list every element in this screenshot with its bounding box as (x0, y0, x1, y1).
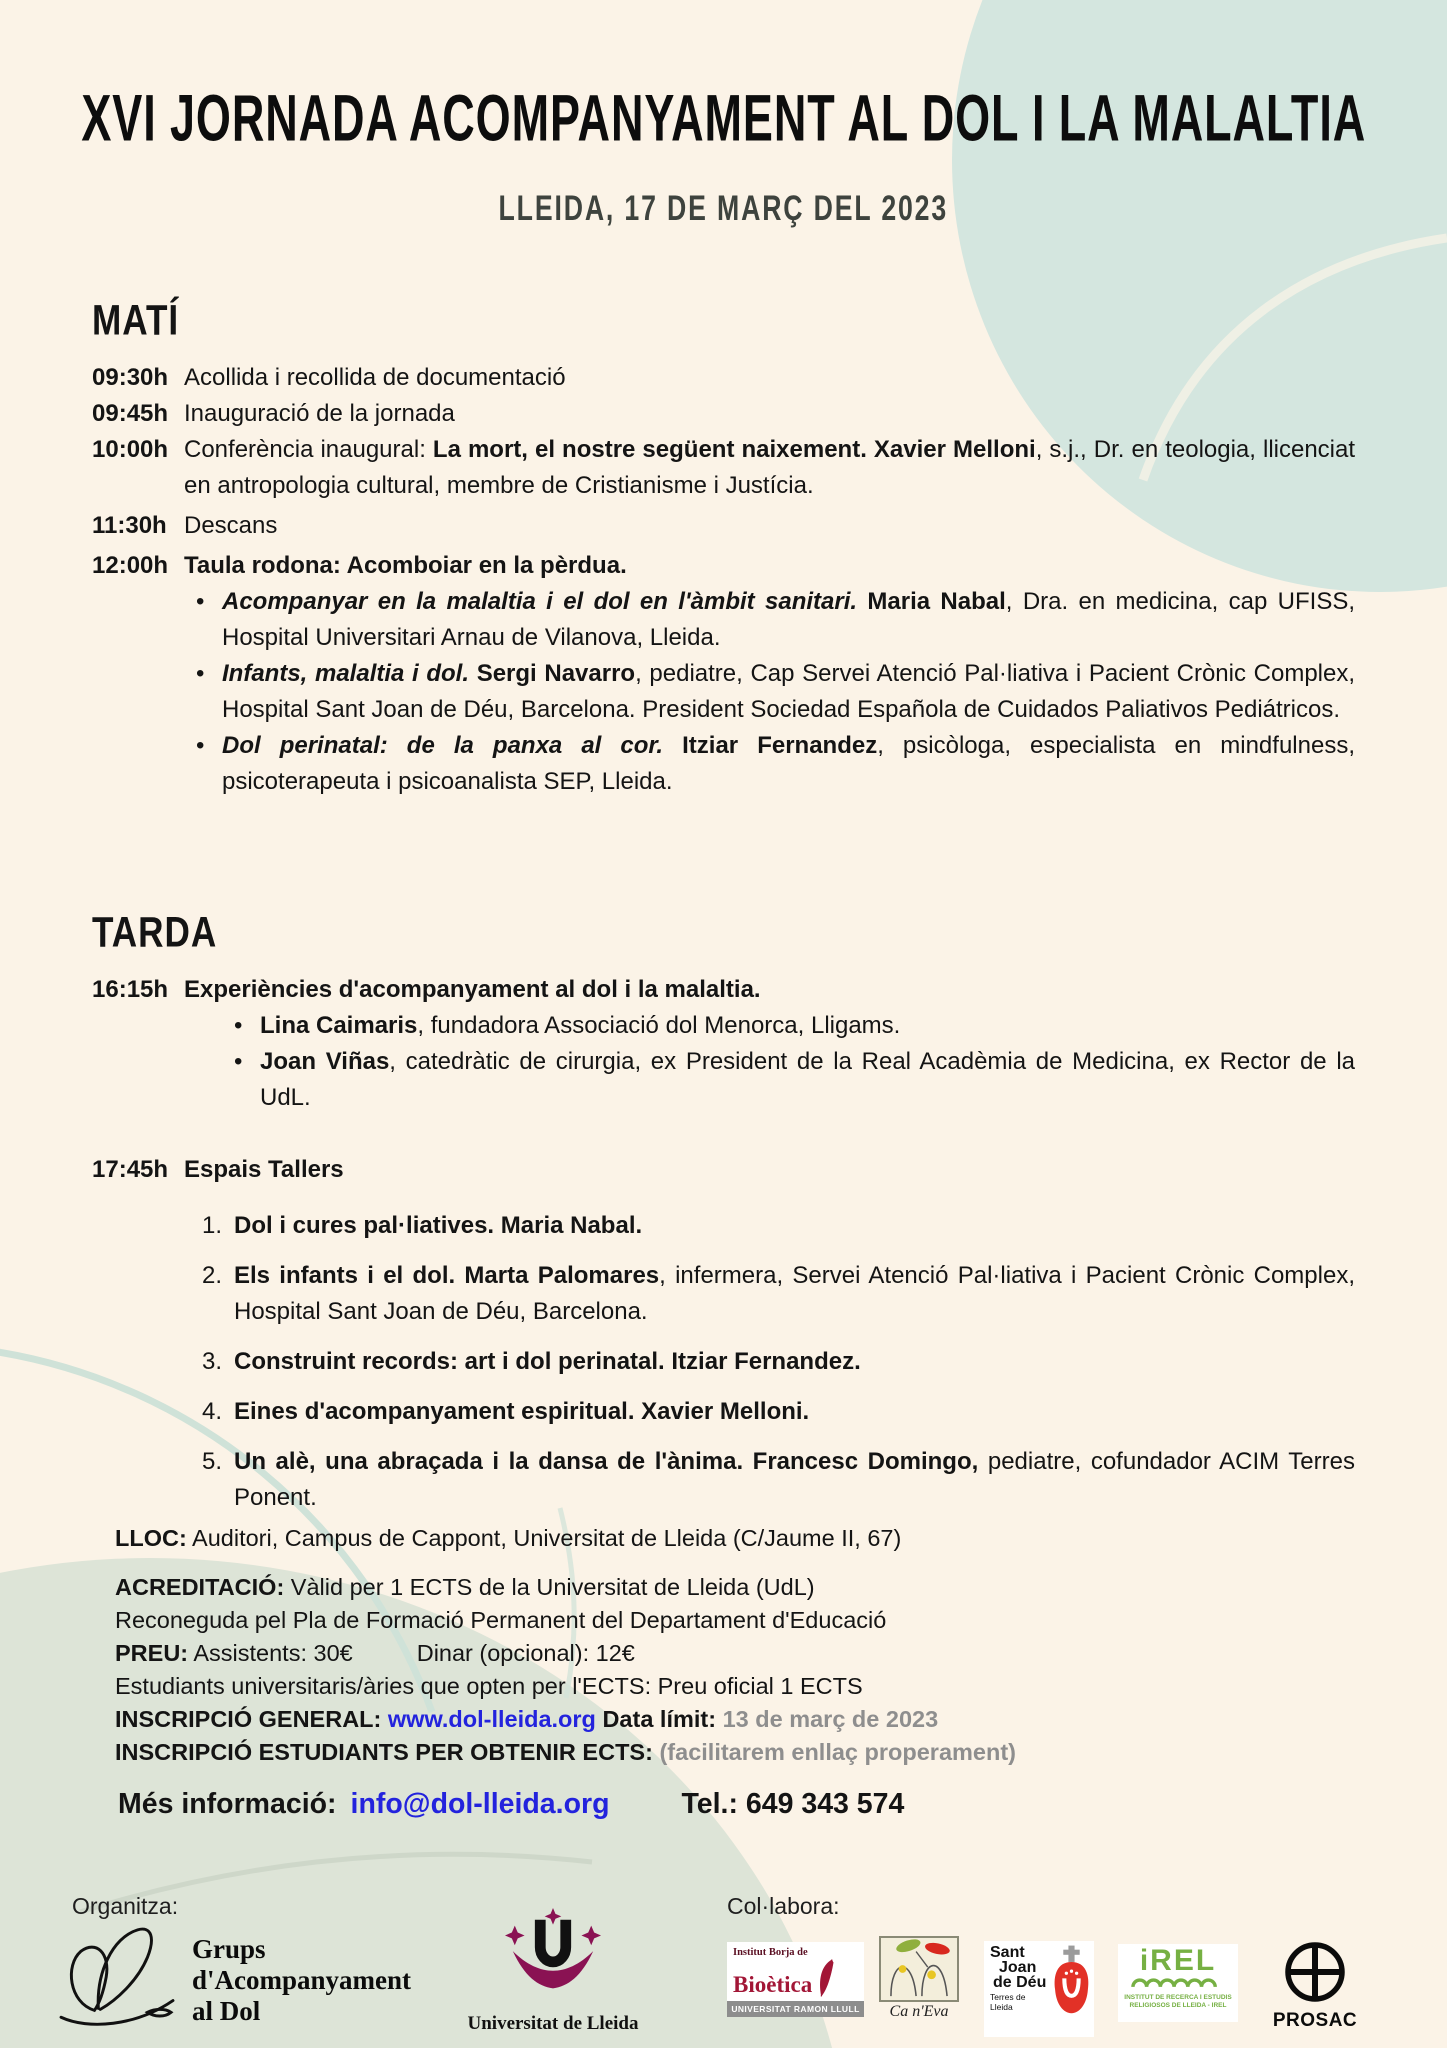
poster-title (0, 80, 1447, 156)
row-text (184, 360, 1355, 396)
morning-schedule (92, 296, 1356, 800)
text-segment: , catedràtic de cirurgia, ex President de la Real Acadèmia de Medicina, ex Rector de la UdL. (260, 1048, 1356, 1111)
text-segment: Taula rodona: Acomboiar en la pèrdua. (184, 552, 627, 579)
bioetica-logo (727, 1942, 864, 2017)
workshop-item (202, 1444, 1355, 1516)
text-segment: Vàlid per 1 ECTS de la Universitat de Lleida (UdL) (284, 1574, 815, 1600)
row-text (234, 1258, 1355, 1330)
workshop-item (202, 1208, 1355, 1244)
caneva-art-icon (879, 1936, 959, 2002)
speaker-item (194, 656, 1355, 728)
info-line (115, 1604, 1360, 1637)
text-segment: Auditori, Campus de Cappont, Universitat de Lleida (C/Jaume II, 67) (186, 1525, 902, 1551)
text-segment: Espais Tallers (184, 1156, 344, 1183)
irel-logo (1118, 1944, 1238, 2022)
text-segment: Lina Caimaris (260, 1012, 418, 1039)
schedule-row (92, 432, 1355, 504)
irel-arcs-icon (1129, 1977, 1227, 1989)
grups-logo-text: Grups d'Acompanyament al Dol (192, 1934, 412, 2026)
time-label: 12:00h (92, 552, 169, 579)
contact-label: Més informació: (118, 1788, 337, 1820)
time-label: 10:00h (92, 436, 169, 463)
schedule-row (92, 548, 1355, 584)
contact-line (118, 1788, 904, 1821)
irel-caption-1: INSTITUT DE RECERCA I ESTUDIS (1124, 1994, 1232, 2001)
caneva-logo (879, 1936, 959, 2021)
text-segment: . (860, 436, 874, 463)
text-segment: Maria Nabal (867, 588, 1006, 615)
organitza-label: Organitza: (72, 1893, 179, 1919)
text-segment: Dol perinatal: de la panxa al cor. (222, 732, 683, 759)
row-text (184, 972, 1355, 1008)
prosac-logo (1272, 1940, 1358, 2032)
row-text (184, 548, 1355, 584)
collabora-label: Col·labora: (727, 1893, 840, 1919)
text-segment: Acompanyar en la malaltia i el dol en l'àmbit sanitari. (222, 588, 868, 615)
text-segment: Inauguració de la jornada (184, 400, 455, 427)
irel-name: iREL (1139, 1944, 1217, 1977)
bullet-icon: • (196, 588, 205, 615)
row-text (234, 1208, 1355, 1244)
text-segment: (facilitarem enllaç properament) (659, 1739, 1016, 1765)
irel-caption-2: RELIGIOSOS DE LLEIDA - IREL (1129, 2002, 1227, 2009)
workshop-item (202, 1394, 1355, 1430)
bioetica-university-bar: UNIVERSITAT RAMON LLULL (727, 2001, 864, 2017)
workshop-item (202, 1258, 1355, 1330)
item-number: 5. (202, 1448, 223, 1475)
schedule-row (92, 360, 1355, 396)
text-segment: LLOC: (115, 1525, 187, 1551)
speaker-item (194, 584, 1355, 656)
text-segment: Estudiants universitaris/àries que opten per l'ECTS: Preu oficial 1 ECTS (115, 1673, 863, 1699)
text-segment: Infants, malaltia i dol. (222, 660, 477, 687)
row-text (222, 584, 1355, 656)
tarda-rows (92, 972, 1355, 1516)
text-segment: Joan Viñas (260, 1048, 390, 1075)
text-segment: , psicòloga, especialista en mindfulness, psicoterapeuta i psicoanalista SEP, Lleida. (222, 732, 1355, 795)
text-segment: Descans (184, 512, 278, 539)
text-segment: Dinar (opcional): 12€ (416, 1640, 635, 1666)
text-segment: , fundadora Associació dol Menorca, Lligams. (417, 1012, 901, 1039)
sant-joan-de-deu-logo (984, 1941, 1094, 2037)
text-segment: Un alè, una abraçada i la dansa de l'ànima. Francesc Domingo, (234, 1448, 979, 1475)
text-segment: Conferència inaugural: (184, 436, 433, 463)
text-segment: ACREDITACIÓ: (115, 1574, 285, 1600)
row-text (222, 728, 1355, 800)
text-segment: Dol i cures pal·liatives. Maria Nabal. (234, 1212, 643, 1239)
text-segment: Data límit: (602, 1706, 723, 1732)
speaker-item (194, 728, 1355, 800)
row-text (184, 508, 1355, 544)
universitat-lleida-logo (448, 1908, 658, 2035)
info-line (115, 1637, 1360, 1670)
caneva-caption: Ca n'Eva (889, 2003, 949, 2020)
prosac-globe-cross-icon (1283, 1940, 1347, 2004)
row-text (234, 1394, 1355, 1430)
tarda-heading: TARDA (92, 908, 218, 956)
schedule-row (92, 396, 1355, 432)
row-text (260, 1008, 1355, 1044)
row-text (260, 1044, 1355, 1116)
workshop-item (202, 1344, 1355, 1380)
row-text (234, 1444, 1355, 1516)
udl-symbol-icon (498, 1908, 608, 2006)
speaker-item (232, 1044, 1355, 1116)
text-segment: La mort, el nostre següent naixement (432, 436, 861, 463)
bullet-icon: • (234, 1012, 243, 1039)
afternoon-schedule (92, 908, 1356, 1516)
row-text (184, 396, 1355, 432)
schedule-row (92, 508, 1355, 544)
info-line (115, 1736, 1360, 1769)
text-segment: Eines d'acompanyament espiritual. Xavier Melloni. (234, 1398, 810, 1425)
udl-caption: Universitat de Lleida (467, 2013, 639, 2034)
item-number: 1. (202, 1212, 223, 1239)
sjd-text: Sant Joan de Déu Terres de Lleida (990, 1944, 1047, 2012)
row-text (234, 1344, 1355, 1380)
time-label: 17:45h (92, 1156, 169, 1183)
info-line (115, 1522, 1360, 1555)
bioetica-line1: Institut Borja de (733, 1947, 808, 1958)
mati-rows (92, 360, 1355, 800)
bullet-icon: • (234, 1048, 243, 1075)
text-segment: 13 de març de 2023 (722, 1706, 939, 1732)
title-text: XVI JORNADA ACOMPANYAMENT AL DOL I LA MALALTIA (81, 81, 1366, 156)
text-segment: Assistents: 30€ (188, 1640, 353, 1666)
text-segment: , Dra. en medicina, cap UFISS, Hospital Universitari Arnau de Vilanova, Lleida. (222, 588, 1356, 651)
schedule-row (92, 1152, 1355, 1188)
butterfly-icon (52, 1922, 182, 2030)
speaker-item (232, 1008, 1355, 1044)
time-label: 09:45h (92, 400, 169, 427)
row-text (184, 1152, 1355, 1188)
info-line (115, 1703, 1360, 1736)
text-segment: Xavier Melloni (873, 436, 1036, 463)
info-line (115, 1571, 1360, 1604)
time-label: 09:30h (92, 364, 169, 391)
contact-phone: Tel.: 649 343 574 (681, 1788, 905, 1820)
poster-subtitle (0, 190, 1447, 229)
item-number: 4. (202, 1398, 223, 1425)
text-segment: Acollida i recollida de documentació (184, 364, 566, 391)
text-segment: PREU: (115, 1640, 189, 1666)
mati-heading: MATÍ (92, 296, 180, 344)
text-segment: Itziar Fernandez (682, 732, 878, 759)
text-segment: Sergi Navarro (476, 660, 636, 687)
bullet-icon: • (196, 660, 205, 687)
inline-link[interactable]: www.dol-lleida.org (387, 1706, 596, 1732)
row-text (222, 656, 1355, 728)
sjd-pomegranate-icon (1051, 1945, 1092, 2023)
text-segment: , pediatre, Cap Servei Atenció Pal·liativa i Pacient Crònic Complex, Hospital Sant Joan de Déu, Barcelona. President Sociedad Española de Cuidados Paliativos Pediátricos. (222, 660, 1356, 723)
info-section (115, 1522, 1360, 1769)
text-segment: , s.j., Dr. en teologia, llicenciat en antropologia cultural, membre de Cristianisme i Justícia. (184, 436, 1356, 499)
time-label: 11:30h (92, 512, 167, 539)
schedule-row (92, 972, 1355, 1008)
text-segment: , infermera, Servei Atenció Pal·liativa i Pacient Crònic Complex, Hospital Sant Joan de Déu, Barcelona. (234, 1262, 1355, 1325)
text-segment: pediatre, cofundador ACIM Terres Ponent. (234, 1448, 1355, 1511)
item-number: 3. (202, 1348, 223, 1375)
item-number: 2. (202, 1262, 223, 1289)
text-segment: Experiències d'acompanyament al dol i la malaltia. (184, 976, 761, 1003)
time-label: 16:15h (92, 976, 169, 1003)
bioetica-name: Bioètica (733, 1972, 813, 1997)
bullet-icon: • (196, 732, 205, 759)
prosac-label: PROSAC (1272, 2010, 1358, 2031)
bioetica-leaf-icon (812, 1958, 838, 1998)
text-segment: Els infants i el dol. Marta Palomares (234, 1262, 660, 1289)
text-segment: INSCRIPCIÓ GENERAL: (115, 1706, 388, 1732)
info-line (115, 1670, 1360, 1703)
text-segment: Construint records: art i dol perinatal. Itziar Fernandez. (234, 1348, 861, 1375)
grups-acompanyament-logo (52, 1922, 411, 2030)
text-segment: Reconeguda pel Pla de Formació Permanent del Departament d'Educació (115, 1607, 887, 1633)
subtitle-text: LLEIDA, 17 DE MARÇ DEL 2023 (498, 190, 949, 229)
text-segment: INSCRIPCIÓ ESTUDIANTS PER OBTENIR ECTS: (115, 1739, 660, 1765)
row-text (184, 432, 1355, 504)
contact-email-link[interactable]: info@dol-lleida.org (350, 1788, 610, 1820)
